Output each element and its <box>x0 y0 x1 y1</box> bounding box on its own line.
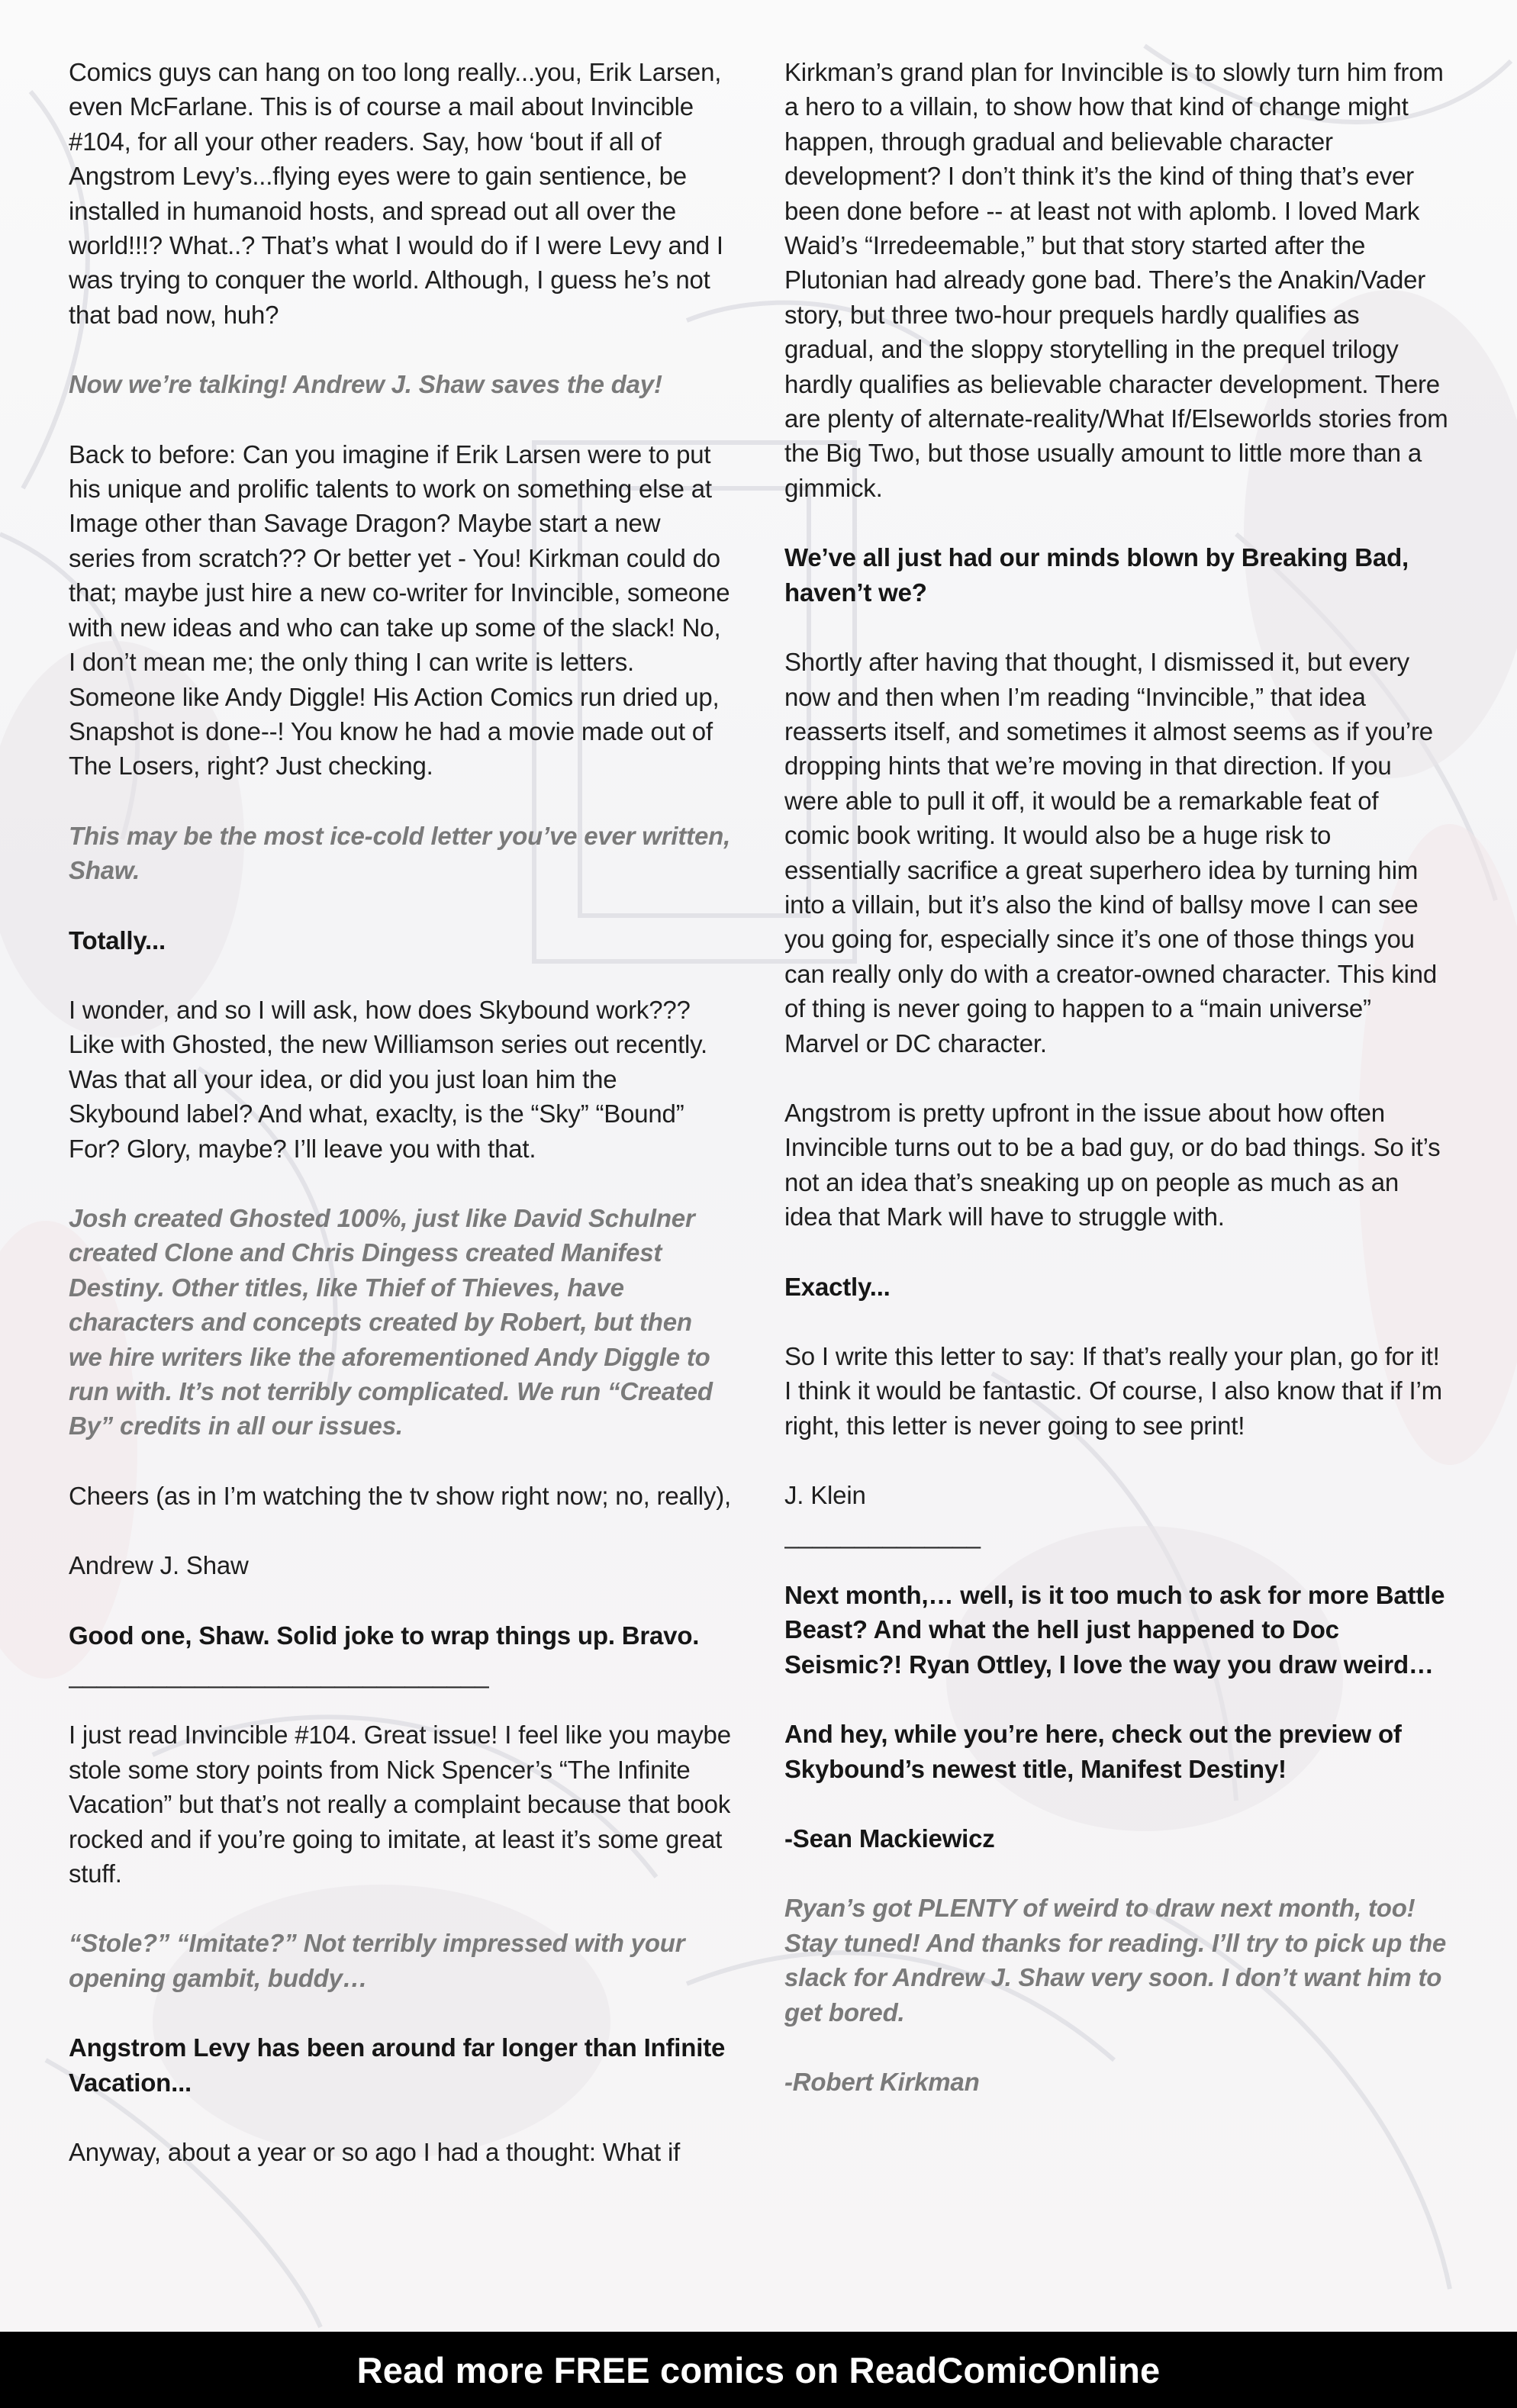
letter-paragraph: I wonder, and so I will ask, how does Skybound work??? Like with Ghosted, the new Williamson series out recently. Was that all your idea, or did you just loan him the Skybound label? And what, exaclty, is the “Sky” “Bound” For? Glory, maybe? I’ll leave you with that. <box>69 995 707 1163</box>
letter-paragraph: Anyway, about a year or so ago I had a thought: What if <box>69 2138 681 2167</box>
letter-paragraph: Kirkman’s grand plan for Invincible is to slowly turn him from a hero to a villain, to show how that kind of change might happen, through gradual and believable character development? I don’t think it’s the kind of thing that’s ever been done before -- at least not with aplomb. I loved Mark Waid’s “Irredeemable,” but that story started after the Plutonian had already gone bad. There’s the Anakin/Vader story, but three two-hour prequels hardly qualifies as gradual, and the sloppy storytelling in the prequel trilogy hardly qualifies as believable character development. There are plenty of alternate-reality/What If/Elseworlds stories from the Big Two, but those usually amount to little more than a gimmick. <box>784 58 1448 502</box>
footer-banner[interactable] <box>0 2332 1517 2408</box>
editor-reply: Ryan’s got PLENTY of weird to draw next month, too! Stay tuned! And thanks for reading. I’ll try to pick up the slack for Andrew J. Shaw very soon. I don’t want him to get bored. <box>784 1894 1447 2027</box>
reader-bold-remark: Exactly... <box>784 1272 891 1301</box>
reader-bold-remark: Totally... <box>69 926 166 955</box>
letter-paragraph: Cheers (as in I’m watching the tv show right now; no, really), <box>69 1481 731 1510</box>
section-divider: ______________ <box>784 1520 981 1549</box>
reader-bold-remark: Next month,… well, is it too much to ask for more Battle Beast? And what the hell just happened to Doc Seismic?! Ryan Ottley, I love the way you draw weird… <box>784 1581 1445 1679</box>
section-divider: ______________________________ <box>69 1660 489 1689</box>
letter-paragraph: So I write this letter to say: If that’s really your plan, go for it! I think it would be fantastic. Of course, I also know that if I’m right, this letter is never going to see print! <box>784 1342 1442 1440</box>
letter-paragraph: Angstrom is pretty upfront in the issue about how often Invincible turns out to be a bad guy, or do bad things. So it’s not an idea that’s sneaking up on people as much as an idea that Mark will have to struggle with. <box>784 1098 1441 1231</box>
right-column <box>784 55 1448 2135</box>
letter-paragraph: Shortly after having that thought, I dismissed it, but every now and then when I’m reading “Invincible,” that idea reasserts itself, and sometimes it almost seems as if you’re dropping hints that we’re moving in that direction. If you were able to pull it off, it would be a remarkable feat of comic book writing. It would also be a huge risk to essentially sacrifice a great superhero idea by turning him into a villain, but it’s also the kind of ballsy move I can see you going for, especially since it’s one of those things you can really only do with a creator-owned character. This kind of thing is never going to happen to a “main universe” Marvel or DC character. <box>784 648 1437 1058</box>
footer-text[interactable]: Read more FREE comics on ReadComicOnline <box>356 2349 1161 2390</box>
letter-paragraph: Comics guys can hang on too long really...you, Erik Larsen, even McFarlane. This is of course a mail about Invincible #104, for all your other readers. Say, how ‘bout if all of Angstrom Levy’s...flying eyes were to gain sentience, be installed in humanoid hosts, and spread out all over the world!!!? What..? That’s what I would do if I were Levy and I was trying to conquer the world. Although, I guess he’s not that bad now, huh? <box>69 58 723 329</box>
editor-reply: Now we’re talking! Andrew J. Shaw saves the day! <box>69 370 662 399</box>
editor-reply: “Stole?” “Imitate?” Not terribly impressed with your opening gambit, buddy… <box>69 1929 685 1992</box>
reader-bold-remark: And hey, while you’re here, check out the preview of Skybound’s newest title, Manifest Destiny! <box>784 1720 1402 1783</box>
editor-reply: Josh created Ghosted 100%, just like David Schulner created Clone and Chris Dingess created Manifest Destiny. Other titles, like Thief of Thieves, have characters and concepts created by Robert, but then we hire writers like the aforementioned Andy Diggle to run with. It’s not terribly complicated. We run “Created By” credits in all our issues. <box>69 1203 713 1441</box>
editor-reply: This may be the most ice-cold letter you’ve ever written, Shaw. <box>69 821 731 885</box>
reader-bold-remark: Good one, Shaw. Solid joke to wrap things up. Bravo. <box>69 1621 700 1650</box>
reader-bold-remark: Angstrom Levy has been around far longer than Infinite Vacation... <box>69 2033 726 2097</box>
letter-signature: Andrew J. Shaw <box>69 1551 249 1580</box>
letter-paragraph: Back to before: Can you imagine if Erik Larsen were to put his unique and prolific talents to work on something else at Image other than Savage Dragon? Maybe start a new series from scratch?? Or better yet - You! Kirkman could do that; maybe just hire a new co-writer for Invincible, someone with new ideas and who can take up some of the slack! No, I don’t mean me; the only thing I can write is letters. Someone like Andy Diggle! His Action Comics run dried up, Snapshot is done--! You know he had a movie made out of The Losers, right? Just checking. <box>69 439 730 781</box>
reader-bold-remark: We’ve all just had our minds blown by Breaking Bad, haven’t we? <box>784 543 1409 607</box>
editor-signature: -Robert Kirkman <box>784 2068 980 2097</box>
letter-paragraph: I just read Invincible #104. Great issue! I feel like you maybe stole some story points from Nick Spencer’s “The Infinite Vacation” but that’s not really a complaint because that book rocked and if you’re going to imitate, at least it’s some great stuff. <box>69 1721 731 1888</box>
left-column <box>69 55 731 2205</box>
editor-signature: -Sean Mackiewicz <box>784 1824 995 1853</box>
letter-signature: J. Klein <box>784 1481 866 1510</box>
